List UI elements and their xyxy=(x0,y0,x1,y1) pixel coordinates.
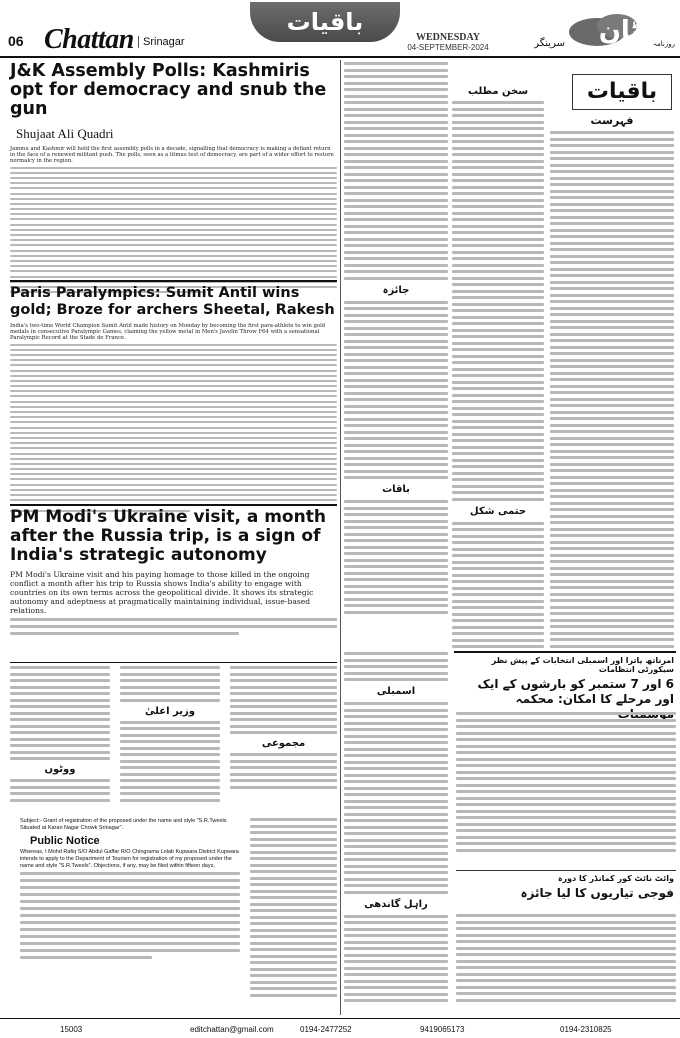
urdu-short-columns xyxy=(10,666,337,814)
urdu-col-a xyxy=(344,62,448,647)
article-body: India's two-time World Champion Sumit Antil made history on Monday by becoming the first para-athlete to win gold medals in consecutive Paralympic Games, claiming the yellow metal in Men's Javelin Throw F64 with a sensational Paralympic Record at the Stade de France. xyxy=(10,323,326,342)
urdu-subhead: اسمبلی xyxy=(376,686,416,697)
weather-banner xyxy=(454,651,676,707)
urdu-col-left xyxy=(10,666,110,814)
urdu-subhead: وزیر اعلیٰ xyxy=(145,705,195,717)
date: 04-SEPTEMBER-2024 xyxy=(407,43,489,52)
notice-title: Public Notice xyxy=(30,835,100,847)
notice-body: Whereas, I Mohd Rafiq S/O Abdul Gaffar R/O Chingrama Lolab Kupwara District Kupwara intends to apply to the Department of Tourism for registration of my proposed under the name and style "S.R.Tweels". Objections, if any, may be filed within fifteen days. xyxy=(20,849,239,869)
body-text-lines xyxy=(10,167,337,294)
divider xyxy=(10,280,337,282)
page-number: 06 xyxy=(8,33,24,49)
footer-fax: 9419065173 xyxy=(420,1025,465,1034)
masthead xyxy=(0,0,680,58)
footer xyxy=(0,1018,680,1038)
masthead-left xyxy=(8,24,258,55)
banner-headline: 6 اور 7 ستمبر کو بارشوں کے ایک اور مرحلے کا امکان: محکمہ xyxy=(477,677,674,706)
urdu-col-c xyxy=(550,114,674,649)
body-text-lines xyxy=(10,618,337,635)
banner-kicker: امرناتھ یاترا اور اسمبلی انتخابات کے پیش نظر سیکورٹی انتظامات xyxy=(491,656,674,674)
urdu-col-d xyxy=(456,712,676,867)
feharist-heading: فہرست xyxy=(590,114,634,127)
army-kicker: وائٹ نائٹ کور کمانڈر کا دورہ xyxy=(557,874,674,883)
article-paralympics xyxy=(10,285,337,500)
urdu-col-mid xyxy=(120,666,220,814)
urdu-subhead: ووٹوں xyxy=(44,764,76,775)
urdu-brand: چٹان xyxy=(598,16,660,46)
army-review-box xyxy=(456,870,676,910)
headline: Paris Paralympics: Sumit Antil wins gold; Broze for archers Sheetal, Rakesh xyxy=(10,285,335,318)
footer-email: editchattan@gmail.com xyxy=(190,1025,274,1034)
edition-label: Srinagar xyxy=(138,36,185,48)
urdu-col-b xyxy=(452,62,544,647)
urdu-col-e xyxy=(456,914,676,1014)
baqiyat-box xyxy=(572,74,672,110)
urdu-col-f xyxy=(344,652,448,1014)
footer-reg: 15003 xyxy=(60,1025,83,1034)
section-title: باقیات xyxy=(286,8,364,36)
footer-phone: 0194-2310825 xyxy=(560,1025,612,1034)
notice-text-lines xyxy=(20,872,240,959)
baqiyat-title: باقیات xyxy=(586,79,658,104)
date-block xyxy=(388,32,508,54)
urdu-subhead: سخن مطلب xyxy=(467,86,529,97)
section-banner xyxy=(250,2,400,42)
army-headline: فوجی تیاریوں کا لیا جائزہ xyxy=(520,886,674,900)
urdu-col-right xyxy=(230,666,337,814)
weekday: WEDNESDAY xyxy=(415,32,481,43)
urdu-logo xyxy=(565,10,675,56)
column-divider xyxy=(340,60,341,1015)
article-body: PM Modi's Ukraine visit and his paying homage to those killed in the ongoing conflict a month after his trip to Russia shows India's ability to engage with countries on its own terms across the geopolitical divide. It shows its strategic autonomy and adeptness at pragmatically maintaining individual, issue-based relations. xyxy=(10,570,314,615)
divider xyxy=(10,662,337,663)
urdu-subhead: مجموعی xyxy=(261,738,306,749)
article-assembly-polls xyxy=(10,62,337,270)
urdu-col-notice-side xyxy=(250,818,337,1014)
urdu-subhead: حتمی شکل xyxy=(469,505,527,517)
notice-subject: Subject:- Grant of registration of the proposed under the name and style "S.R.Tweels Situated at Karan Nagar Chowk Srinagar". xyxy=(20,818,227,831)
urdu-subhead: راہل گاندھی xyxy=(364,898,428,910)
urdu-subhead: باقات xyxy=(382,484,410,495)
footer-phone2: 0194-2477252 xyxy=(300,1025,352,1034)
article-body: Jammu and Kashmir will hold the first assembly polls in a decade, signalling that democracy is making a defiant return in the face of a renewed militant push. The polls, seen as a litmus test of democracy, are part of a wider effort to restore normalcy in the region. xyxy=(10,146,334,165)
divider xyxy=(10,504,337,506)
urdu-daily: روزنامہ xyxy=(652,40,675,48)
urdu-city: سرینگر xyxy=(534,38,565,49)
public-notice xyxy=(20,818,240,1014)
byline: Shujaat Ali Quadri xyxy=(16,126,114,141)
headline: PM Modi's Ukraine visit, a month after the Russia trip, is a sign of India's strategic autonomy xyxy=(10,507,326,565)
masthead-rule xyxy=(0,56,680,58)
logo: Chattan xyxy=(44,24,134,55)
article-modi-ukraine xyxy=(10,508,337,658)
body-text-lines xyxy=(10,344,337,512)
urdu-subhead: جائزہ xyxy=(382,284,410,296)
headline: J&K Assembly Polls: Kashmiris opt for democracy and snub the gun xyxy=(10,61,327,119)
